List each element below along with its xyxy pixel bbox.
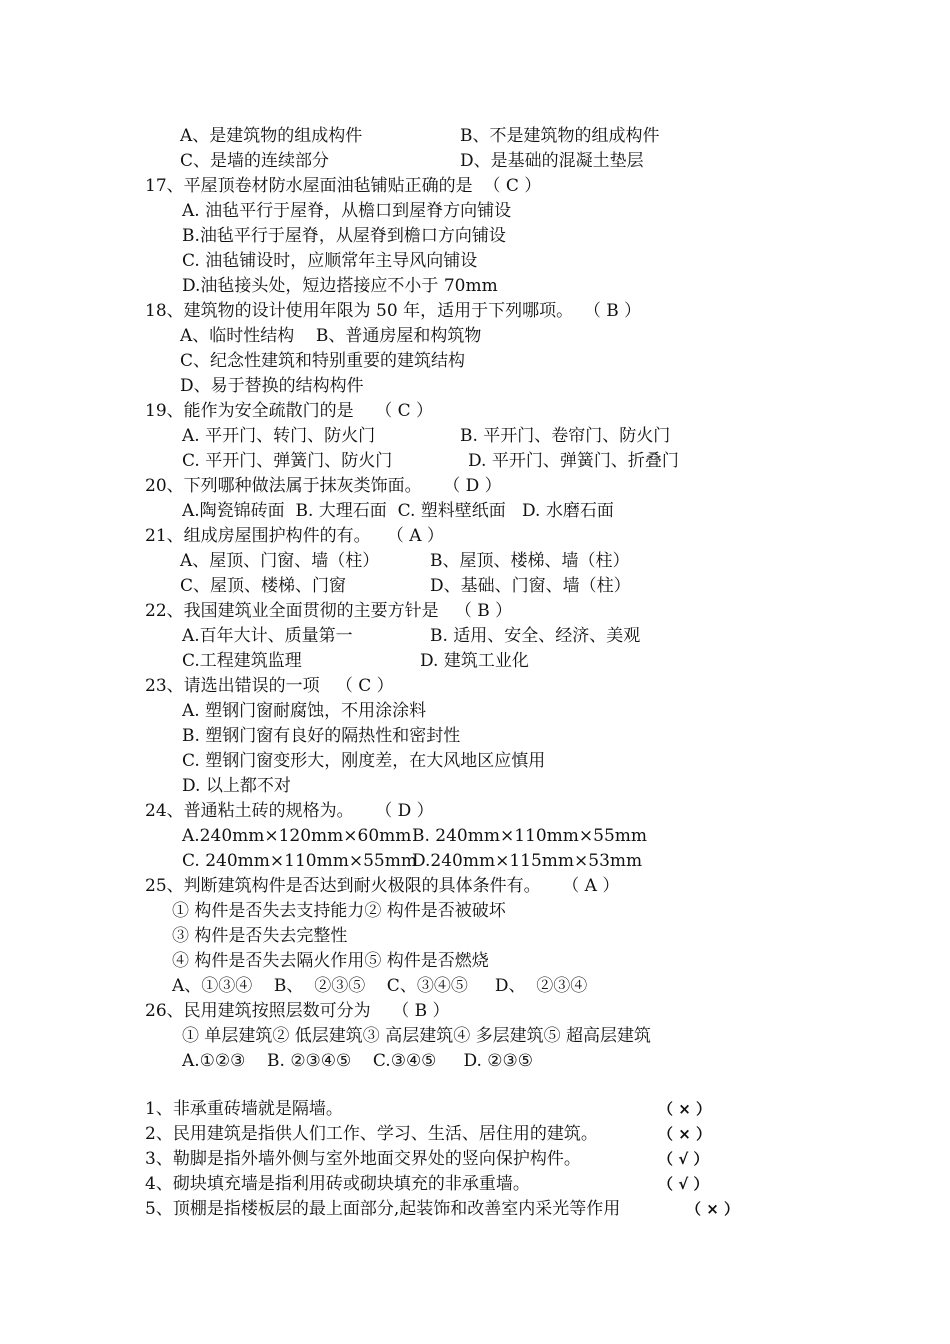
q18-options-ab: A、临时性结构 B、普通房屋和构筑物 [180,326,482,346]
q25-condition-4-5: ④ 构件是否失去隔火作用⑤ 构件是否燃烧 [172,951,489,971]
q19-question: 19、能作为安全疏散门的是 （ C ） [145,401,434,421]
q18-question: 18、建筑物的设计使用年限为 50 年，适用于下列哪项。 （ B ） [145,301,642,321]
judgement-5-text: 5、顶棚是指楼板层的最上面部分,起装饰和改善室内采光等作用 [145,1199,621,1219]
q23-question: 23、请选出错误的一项 （ C ） [145,676,394,696]
q22-option-d: D. 建筑工业化 [420,651,529,671]
judgement-3-text: 3、勒脚是指外墙外侧与室外地面交界处的竖向保护构件。 [145,1149,581,1169]
q23-option-b: B. 塑钢门窗有良好的隔热性和密封性 [182,726,461,746]
q25-condition-1-2: ① 构件是否失去支持能力② 构件是否被破坏 [172,901,506,921]
q26-options: A.①②③ B. ②③④⑤ C.③④⑤ D. ②③⑤ [182,1051,533,1071]
q26-categories: ① 单层建筑② 低层建筑③ 高层建筑④ 多层建筑⑤ 超高层建筑 [182,1026,652,1046]
q23-option-a: A. 塑钢门窗耐腐蚀，不用涂涂料 [182,701,427,721]
judgement-5-mark: （ × ） [686,1200,740,1218]
q24-option-c: C. 240mm×110mm×55mm [182,851,417,871]
q18-option-d: D、易于替换的结构构件 [180,376,364,396]
q17-option-b: B.油毡平行于屋脊，从屋脊到檐口方向铺设 [182,226,506,246]
q21-option-c: C、屋顶、楼梯、门窗 [180,576,347,596]
judgement-2-text: 2、民用建筑是指供人们工作、学习、生活、居住用的建筑。 [145,1124,598,1144]
q26-question: 26、民用建筑按照层数可分为 （ B ） [145,1001,450,1021]
q23-option-c: C. 塑钢门窗变形大，刚度差，在大风地区应慎用 [182,751,546,771]
q19-option-d: D. 平开门、弹簧门、折叠门 [468,451,679,471]
judgement-4-mark: （ √ ） [658,1175,709,1193]
q16-option-a: A、是建筑物的组成构件 [180,126,363,146]
q21-option-b: B、屋顶、楼梯、墙（柱） [430,551,630,571]
judgement-2-mark: （ × ） [658,1125,712,1143]
q23-option-d: D. 以上都不对 [182,776,291,796]
judgement-1-text: 1、非承重砖墙就是隔墙。 [145,1099,343,1119]
q24-question: 24、普通粘土砖的规格为。 （ D ） [145,801,434,821]
q22-option-c: C.工程建筑监理 [182,651,302,671]
q17-option-c: C. 油毡铺设时，应顺常年主导风向铺设 [182,251,478,271]
judgement-4-text: 4、砌块填充墙是指利用砖或砌块填充的非承重墙。 [145,1174,530,1194]
q21-option-a: A、屋顶、门窗、墙（柱） [180,551,380,571]
q16-option-c: C、是墙的连续部分 [180,151,330,171]
judgement-3-mark: （ √ ） [658,1150,709,1168]
q20-question: 20、下列哪种做法属于抹灰类饰面。 （ D ） [145,476,502,496]
q19-option-c: C. 平开门、弹簧门、防火门 [182,451,393,471]
q22-question: 22、我国建筑业全面贯彻的主要方针是 （ B ） [145,601,513,621]
q17-question: 17、平屋顶卷材防水屋面油毡铺贴正确的是 （ C ） [145,176,542,196]
q19-option-a: A. 平开门、转门、防火门 [182,426,376,446]
q17-option-a: A. 油毡平行于屋脊，从檐口到屋脊方向铺设 [182,201,512,221]
q18-option-c: C、纪念性建筑和特别重要的建筑结构 [180,351,466,371]
judgement-1-mark: （ × ） [658,1100,712,1118]
q22-option-b: B. 适用、安全、经济、美观 [430,626,641,646]
q17-option-d: D.油毡接头处，短边搭接应不小于 70mm [182,276,498,296]
q20-options: A.陶瓷锦砖面 B. 大理石面 C. 塑料壁纸面 D. 水磨石面 [182,501,614,521]
q25-condition-3: ③ 构件是否失去完整性 [172,926,348,946]
q22-option-a: A.百年大计、质量第一 [182,626,353,646]
q25-options: A、①③④ B、 ②③⑤ C、③④⑤ D、 ②③④ [172,976,588,996]
q21-question: 21、组成房屋围护构件的有。 （ A ） [145,526,444,546]
q21-option-d: D、基础、门窗、墙（柱） [430,576,631,596]
q25-question: 25、判断建筑构件是否达到耐火极限的具体条件有。 （ A ） [145,876,620,896]
q24-option-a: A.240mm×120mm×60mm [182,826,412,846]
q24-option-d: D.240mm×115mm×53mm [412,851,643,871]
q16-option-d: D、是基础的混凝土垫层 [460,151,644,171]
q19-option-b: B. 平开门、卷帘门、防火门 [460,426,671,446]
q16-option-b: B、不是建筑物的组成构件 [460,126,660,146]
q24-option-b: B. 240mm×110mm×55mm [412,826,648,846]
